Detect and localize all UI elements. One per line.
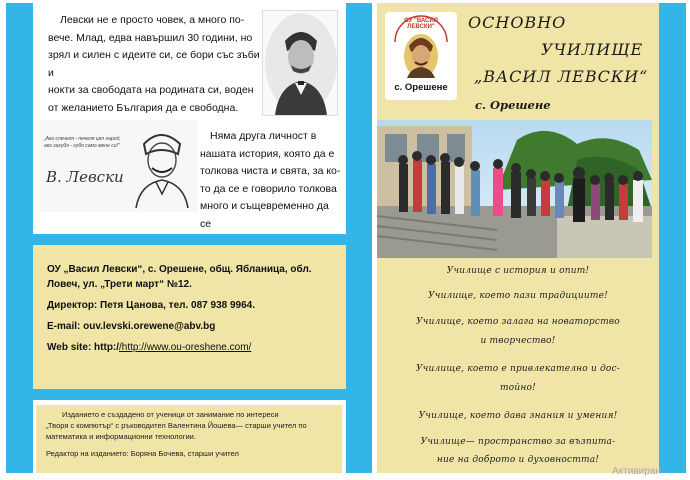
credits-box: [36, 405, 342, 473]
signature: В. Левски: [46, 168, 124, 186]
address-line: ОУ „Васил Левски“, с. Орешене, общ. Ябланица, обл.: [47, 264, 312, 275]
left-edge-bar: [6, 3, 33, 473]
motto-3b: и творчество!: [480, 336, 556, 346]
website-link[interactable]: /http://www.ou-oreshene.com/: [119, 342, 252, 353]
motto-5: Училище, което дава знания и умения!: [418, 411, 618, 421]
editor-line: Редактор на изданието: Боряна Бочева, старши учител: [46, 449, 239, 458]
credits-text: [36, 405, 342, 459]
handwritten-quote-line: „Ако спечеля - печеля цял народ,: [44, 136, 121, 142]
quote-paragraph: [200, 128, 342, 251]
intro-line: Левски не е просто човек, а много по-: [60, 14, 245, 26]
intro-line: нокти за свободата на родината си, воден: [48, 84, 254, 96]
title-line-3: „ВАСИЛ ЛЕВСКИ“: [474, 67, 649, 86]
intro-line: вече. Млад, едва навършил 30 години, но: [48, 31, 253, 44]
address-line: Ловеч, ул. „Трети март“ №12.: [47, 279, 192, 290]
school-photo: [377, 120, 652, 258]
title-line-1: ОСНОВНО: [468, 13, 567, 32]
students-photo: [377, 120, 652, 258]
quote-line: много и същевременно да се: [200, 200, 329, 230]
levski-sketch-quote: [40, 120, 198, 212]
logo-top-text: ОУ "ВАСИЛ ЛЕВСКИ": [404, 18, 438, 30]
motto-6a: Училище— пространство за възпита-: [420, 437, 616, 447]
title-line-2: УЧИЛИЩЕ: [541, 40, 644, 59]
center-left-bar: [346, 3, 372, 473]
quote-line: толкова чиста и свята, за ко-: [200, 165, 341, 177]
handwritten-quote: [44, 136, 132, 150]
village-name: с. Орешене: [475, 98, 551, 112]
motto-4b: тойно!: [500, 383, 536, 393]
website-line: [47, 340, 343, 355]
levski-sketch: [126, 122, 196, 210]
motto-6b: ние на доброто и духовността!: [436, 455, 600, 465]
divider-top: [33, 234, 346, 245]
motto-1: Училище с история и опит!: [446, 266, 590, 276]
motto-2: Училище, което пази традициите!: [428, 291, 608, 301]
divider-bottom: [33, 389, 346, 400]
contact-info: [47, 262, 343, 355]
quote-line: Няма друга личност в: [210, 130, 317, 142]
motto-3a: Училище, което залага на новаторство: [416, 317, 620, 327]
intro-line: зрял и силен с идеите си, се бори със зъби и: [48, 49, 260, 79]
motto-4a: Училище, което е привлекателно и дос-: [415, 364, 621, 374]
credits-line: математика и информационни технологии.: [46, 432, 196, 441]
handwritten-quote-line: ако загубя - губя само мене си!": [44, 143, 120, 149]
intro-line: от желанието България да е свободна.: [48, 101, 239, 114]
logo-bottom-text: с. Орешене: [394, 82, 448, 93]
right-edge-bar: [659, 3, 686, 473]
credits-line: Изданието е създадено от ученици от занимание по интереси: [62, 410, 279, 419]
credits-line: „Творя с компютър“ с ръководител Валентина Йошева— старши учител по: [46, 421, 307, 430]
quote-line: нашата история, която да е: [200, 147, 335, 160]
director-line: Директор: Петя Цанова, тел. 087 938 9964.: [47, 300, 256, 311]
school-logo: [385, 12, 457, 100]
website-prefix: Web site: http:/: [47, 342, 120, 353]
email-line[interactable]: E-mail: ouv.levski.orewene@abv.bg: [47, 321, 216, 332]
intro-paragraph: [48, 12, 260, 117]
levski-portrait: [262, 10, 338, 116]
contact-box: [33, 245, 346, 389]
activation-watermark: Активиран: [612, 466, 661, 477]
quote-line: то да се е говорило толкова: [200, 182, 337, 195]
